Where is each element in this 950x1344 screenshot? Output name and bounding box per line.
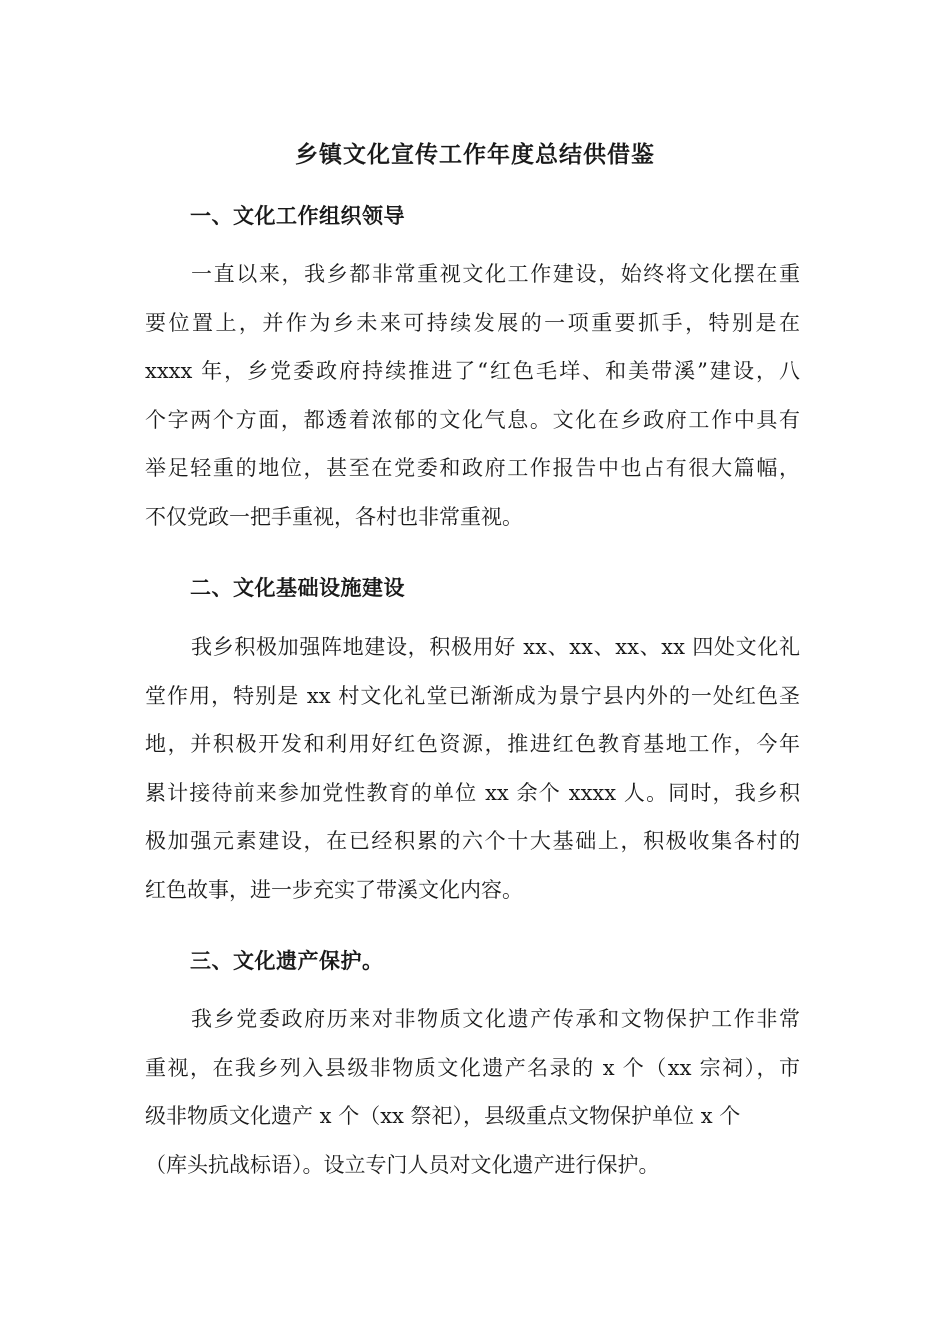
paragraph-line: 我乡党委政府历来对非物质文化遗产传承和文物保护工作非常 [191, 1007, 800, 1031]
paragraph-line: 举足轻重的地位，甚至在党委和政府工作报告中也占有很大篇幅， [145, 456, 800, 480]
paragraph-line: 极加强元素建设，在已经积累的六个十大基础上，积极收集各村的 [145, 829, 800, 853]
section-paragraph-2 [145, 623, 800, 914]
paragraph-line: xxxx 年，乡党委政府持续推进了“红色毛垟、和美带溪”建设，八 [145, 359, 800, 383]
section-paragraph-3 [145, 995, 800, 1189]
paragraph-line: 堂作用，特别是 xx 村文化礼堂已渐渐成为景宁县内外的一处红色圣 [145, 683, 800, 708]
section-heading-2: 二、文化基础设施建设 [190, 575, 405, 600]
paragraph-line: 红色故事，进一步充实了带溪文化内容。 [145, 877, 523, 902]
paragraph-line: 级非物质文化遗产 x 个（xx 祭祀），县级重点文物保护单位 x 个 [145, 1104, 741, 1128]
section-heading-3: 三、文化遗产保护。 [190, 948, 384, 973]
paragraph-line: 个字两个方面，都透着浓郁的文化气息。文化在乡政府工作中具有 [145, 407, 800, 432]
section-paragraph-1 [145, 250, 800, 541]
paragraph-line: 一直以来，我乡都非常重视文化工作建设，始终将文化摆在重 [191, 262, 800, 286]
paragraph-line: 不仅党政一把手重视，各村也非常重视。 [145, 504, 523, 529]
section-heading-1: 一、文化工作组织领导 [190, 203, 405, 228]
paragraph-line: 我乡积极加强阵地建设，积极用好 xx、xx、xx、xx 四处文化礼 [191, 635, 800, 659]
paragraph-line: 累计接待前来参加党性教育的单位 xx 余个 xxxx 人。同时，我乡积 [145, 780, 800, 805]
document-title: 乡镇文化宣传工作年度总结供借鉴 [295, 141, 655, 168]
paragraph-line: 地，并积极开发和利用好红色资源，推进红色教育基地工作，今年 [145, 732, 800, 756]
paragraph-line: （库头抗战标语）。设立专门人员对文化遗产进行保护。 [145, 1152, 660, 1177]
paragraph-line: 要位置上，并作为乡未来可持续发展的一项重要抓手，特别是在 [145, 310, 800, 335]
paragraph-line: 重视，在我乡列入县级非物质文化遗产名录的 x 个（xx 宗祠），市 [145, 1055, 800, 1080]
